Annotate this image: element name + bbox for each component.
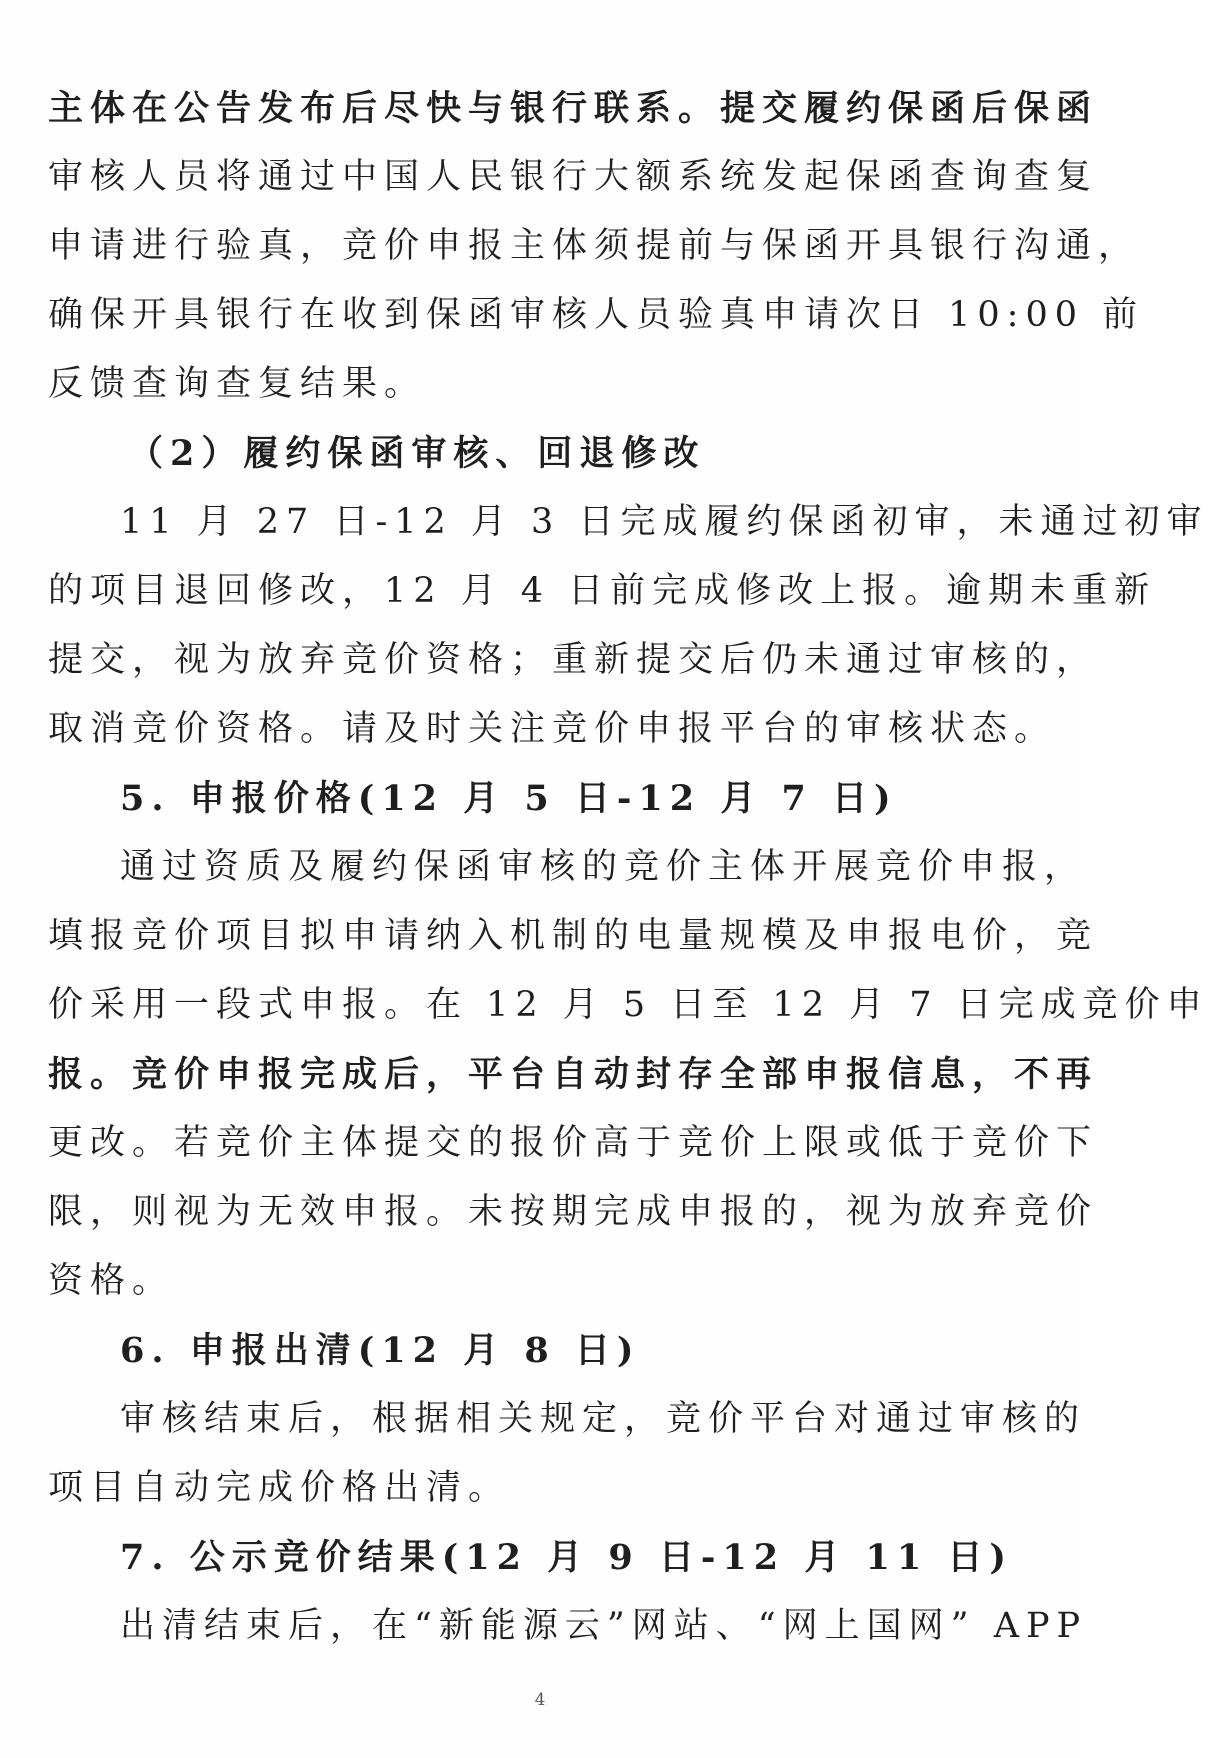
text-line: 填报竞价项目拟申请纳入机制的电量规模及申报电价，竞 xyxy=(48,916,1099,956)
text-line: 出清结束后，在“新能源云”网站、“网上国网” APP xyxy=(120,1606,1088,1646)
text-line: 限，则视为无效申报。未按期完成申报的，视为放弃竞价 xyxy=(48,1192,1099,1232)
text-line: 报。竞价申报完成后，平台自动封存全部申报信息，不再 xyxy=(48,1054,1099,1095)
section-heading: （2）履约保函审核、回退修改 xyxy=(128,433,706,474)
text-line: 确保开具银行在收到保函审核人员验真申请次日 10:00 前 xyxy=(48,295,1145,335)
text-line: 取消竞价资格。请及时关注竞价申报平台的审核状态。 xyxy=(48,709,1057,749)
text-line: 通过资质及履约保函审核的竞价主体开展竞价申报， xyxy=(120,847,1087,887)
text-line: 价采用一段式申报。在 12 月 5 日至 12 月 7 日完成竞价申 xyxy=(48,985,1209,1025)
text-line: 的项目退回修改，12 月 4 日前完成修改上报。逾期未重新 xyxy=(48,571,1157,611)
text-line: 审核人员将通过中国人民银行大额系统发起保函查询查复 xyxy=(48,157,1099,197)
text-line: 反馈查询查复结果。 xyxy=(48,364,427,404)
text-line: 项目自动完成价格出清。 xyxy=(48,1468,511,1508)
text-line: 更改。若竞价主体提交的报价高于竞价上限或低于竞价下 xyxy=(48,1123,1099,1163)
section-heading: 7. 公示竞价结果(12 月 9 日-12 月 11 日) xyxy=(120,1537,1013,1578)
section-heading: 5. 申报价格(12 月 5 日-12 月 7 日) xyxy=(120,778,898,819)
text-line: 主体在公告发布后尽快与银行联系。提交履约保函后保函 xyxy=(48,88,1099,129)
text-line: 审核结束后，根据相关规定，竞价平台对通过审核的 xyxy=(120,1399,1087,1439)
text-line: 申请进行验真，竞价申报主体须提前与保函开具银行沟通， xyxy=(48,226,1141,266)
document-body xyxy=(48,74,1209,1661)
page-number: 4 xyxy=(534,1690,546,1710)
text-line: 11 月 27 日-12 月 3 日完成履约保函初审，未通过初审 xyxy=(120,502,1209,542)
section-heading: 6. 申报出清(12 月 8 日) xyxy=(120,1330,641,1371)
text-line: 提交，视为放弃竞价资格；重新提交后仍未通过审核的， xyxy=(48,640,1099,680)
text-line: 资格。 xyxy=(48,1261,175,1301)
